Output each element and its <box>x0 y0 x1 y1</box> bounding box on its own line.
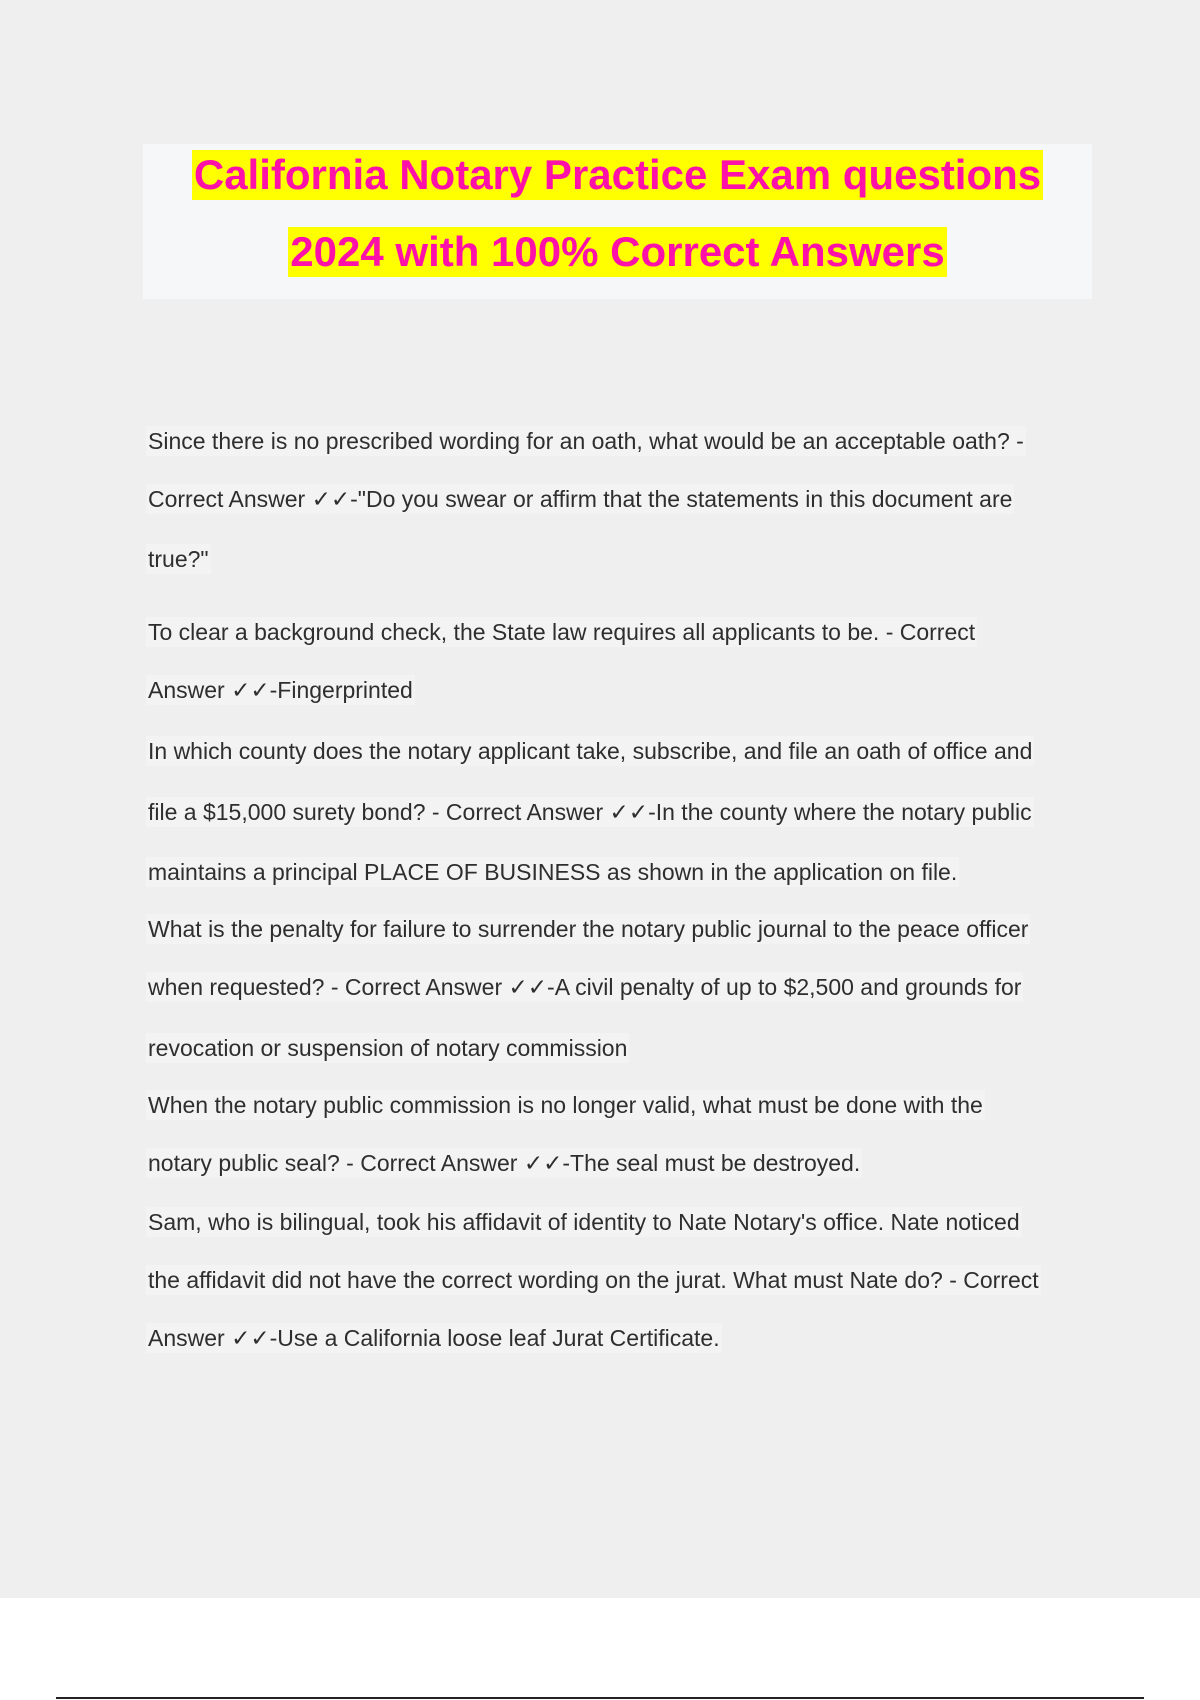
qa-text-line: To clear a background check, the State law requires all applicants to be. - Correct <box>148 619 976 645</box>
document-title-line-1: California Notary Practice Exam questions <box>193 151 1042 198</box>
footer-divider <box>56 1697 1144 1699</box>
qa-text-line: the affidavit did not have the correct wording on the jurat. What must Nate do? - Correct <box>148 1267 1039 1293</box>
qa-text-line: notary public seal? - Correct Answer ✓✓-The seal must be destroyed. <box>148 1150 861 1176</box>
qa-text-line: Answer ✓✓-Fingerprinted <box>148 677 413 703</box>
qa-text-line: Correct Answer ✓✓-"Do you swear or affirm that the statements in this document are <box>148 486 1013 512</box>
qa-text-line: When the notary public commission is no longer valid, what must be done with the <box>148 1092 983 1118</box>
qa-text-line: when requested? - Correct Answer ✓✓-A civil penalty of up to $2,500 and grounds for <box>148 974 1022 1000</box>
qa-text-line: Answer ✓✓-Use a California loose leaf Jurat Certificate. <box>148 1325 720 1351</box>
qa-text-line: In which county does the notary applicant take, subscribe, and file an oath of office and <box>148 738 1033 764</box>
qa-text-line: Sam, who is bilingual, took his affidavit of identity to Nate Notary's office. Nate noticed <box>148 1209 1020 1235</box>
qa-text-line: file a $15,000 surety bond? - Correct Answer ✓✓-In the county where the notary public <box>148 799 1032 825</box>
qa-text-line: revocation or suspension of notary commission <box>148 1035 628 1061</box>
qa-text-line: What is the penalty for failure to surrender the notary public journal to the peace officer <box>148 916 1029 942</box>
title-block <box>143 144 1092 299</box>
document-title-line-2: 2024 with 100% Correct Answers <box>290 228 945 275</box>
qa-text-line: true?" <box>148 546 209 572</box>
qa-text-line: maintains a principal PLACE OF BUSINESS as shown in the application on file. <box>148 859 958 885</box>
qa-text-line: Since there is no prescribed wording for an oath, what would be an acceptable oath? - <box>148 428 1024 454</box>
